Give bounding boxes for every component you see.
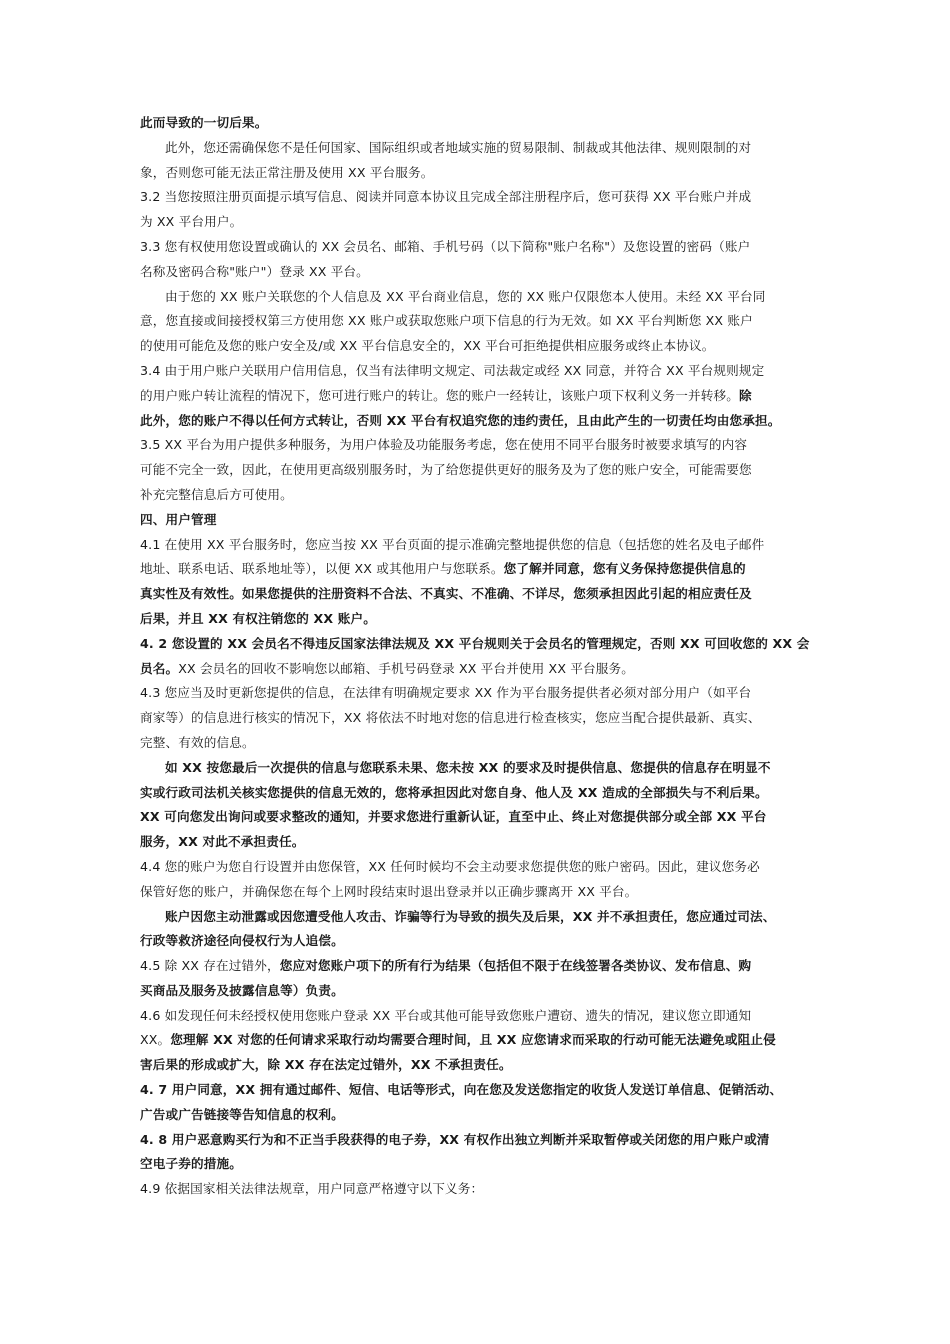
text-segment: XX 会员名的回收不影响您以邮箱、手机号码登录 XX 平台并使用 XX 平台服务。 <box>178 660 634 676</box>
text-segment: 补充完整信息后方可使用。 <box>140 486 293 502</box>
bold-text-segment: 害后果的形成或扩大，除 XX 存在法定过错外，XX 不承担责任。 <box>140 1057 512 1073</box>
text-segment: 的用户账户转让流程的情况下，您可进行账户的转让。您的账户一经转让，该账户项下权利义务一并转移。 <box>140 387 739 403</box>
text-line <box>140 309 818 334</box>
text-line <box>140 458 818 483</box>
text-line <box>140 781 818 806</box>
text-line <box>140 1078 818 1103</box>
text-line <box>140 210 818 235</box>
bold-text-segment: 如 XX 按您最后一次提供的信息与您联系未果、您未按 XX 的要求及时提供信息、您提供的信息存在明显不 <box>165 759 771 775</box>
text-line <box>140 557 818 582</box>
text-line <box>140 433 818 458</box>
text-segment: 商家等）的信息进行核实的情况下，XX 将依法不时地对您的信息进行检查核实，您应当配合提供最新、真实、 <box>140 710 761 726</box>
text-line <box>140 706 818 731</box>
text-segment: 为 XX 平台用户。 <box>140 214 243 230</box>
text-line <box>140 632 818 657</box>
text-line <box>140 136 818 161</box>
bold-text-segment: 广告或广告链接等告知信息的权利。 <box>140 1106 344 1122</box>
bold-text-segment: 您应对您账户项下的所有行为结果（包括但不限于在线签署各类协议、发布信息、购 <box>279 958 752 974</box>
text-line <box>140 657 818 682</box>
text-line <box>140 880 818 905</box>
text-line <box>140 830 818 855</box>
text-line <box>140 1004 818 1029</box>
bold-text-segment: 4. 2 您设置的 XX 会员名不得违反国家法律法规及 XX 平台规则关于会员名的管理规定，否则 XX 可回收您的 XX 会 <box>140 635 810 651</box>
text-line <box>140 508 818 533</box>
text-line <box>140 855 818 880</box>
text-line <box>140 805 818 830</box>
text-line <box>140 111 818 136</box>
text-segment: 4.4 您的账户为您自行设置并由您保管，XX 任何时候均不会主动要求您提供您的账户密码。因此，建议您务必 <box>140 858 760 874</box>
text-segment: 此外，您还需确保您不是任何国家、国际组织或者地域实施的贸易限制、制裁或其他法律、规则限制的对 <box>165 139 752 155</box>
bold-text-segment: 空电子券的措施。 <box>140 1156 242 1172</box>
text-segment: 3.2 当您按照注册页面提示填写信息、阅读并同意本协议且完成全部注册程序后，您可获得 XX 平台账户并成 <box>140 189 752 205</box>
bold-text-segment: 实或行政司法机关核实您提供的信息无效的，您将承担因此对您自身、他人及 XX 造成的全部损失与不利后果。 <box>140 784 768 800</box>
text-segment: 的使用可能危及您的账户安全及/或 XX 平台信息安全的，XX 平台可拒绝提供相应服务或终止本协议。 <box>140 338 715 354</box>
text-segment: XX。 <box>140 1032 171 1048</box>
document-body <box>140 111 818 1202</box>
text-segment: 4.6 如发现任何未经授权使用您账户登录 XX 平台或其他可能导致您账户遭窃、遗失的情况，建议您立即通知 <box>140 1007 752 1023</box>
text-line <box>140 533 818 558</box>
text-line <box>140 161 818 186</box>
text-segment: 意，您直接或间接授权第三方使用您 XX 账户或获取您账户项下信息的行为无效。如 XX 平台判断您 XX 账户 <box>140 313 753 329</box>
bold-text-segment: 服务，XX 对此不承担责任。 <box>140 834 305 850</box>
bold-text-segment: 除 <box>738 387 752 403</box>
bold-text-segment: 此而导致的一切后果。 <box>140 115 268 130</box>
text-line <box>140 1128 818 1153</box>
text-segment: 名称及密码合称"账户"）登录 XX 平台。 <box>140 263 369 279</box>
bold-text-segment: 四、用户管理 <box>140 511 217 527</box>
text-line <box>140 409 818 434</box>
bold-text-segment: 行政等救济途径向侵权行为人追偿。 <box>140 933 344 949</box>
text-line <box>140 905 818 930</box>
text-line <box>140 334 818 359</box>
text-segment: 保管好您的账户，并确保您在每个上网时段结束时退出登录并以正确步骤离开 XX 平台。 <box>140 883 638 899</box>
text-line <box>140 1152 818 1177</box>
bold-text-segment: XX 可向您发出询问或要求整改的通知，并要求您进行重新认证，直至中止、终止对您提供部分或全部 XX 平台 <box>140 809 767 825</box>
text-line <box>140 384 818 409</box>
bold-text-segment: 后果，并且 XX 有权注销您的 XX 账户。 <box>140 610 376 626</box>
bold-text-segment: 账户因您主动泄露或因您遭受他人攻击、诈骗等行为导致的损失及后果，XX 并不承担责任，您应通过司法、 <box>165 908 776 924</box>
text-line <box>140 1103 818 1128</box>
text-segment: 4.9 依据国家相关法律法规章，用户同意严格遵守以下义务： <box>140 1181 484 1197</box>
text-line <box>140 185 818 210</box>
text-line <box>140 1177 818 1202</box>
text-line <box>140 681 818 706</box>
text-line <box>140 1028 818 1053</box>
text-line <box>140 929 818 954</box>
text-segment: 4.1 在使用 XX 平台服务时，您应当按 XX 平台页面的提示准确完整地提供您的信息（包括您的姓名及电子邮件 <box>140 536 765 552</box>
bold-text-segment: 您理解 XX 对您的任何请求采取行动均需要合理时间，且 XX 应您请求而采取的行动可能无法避免或阻止侵 <box>170 1032 776 1048</box>
text-segment: 3.5 XX 平台为用户提供多种服务，为用户体验及功能服务考虑，您在使用不同平台服务时被要求填写的内容 <box>140 437 748 453</box>
bold-text-segment: 真实性及有效性。如果您提供的注册资料不合法、不真实、不准确、不详尽，您须承担因此引起的相应责任及 <box>140 586 752 602</box>
text-line <box>140 285 818 310</box>
text-line <box>140 260 818 285</box>
text-line <box>140 483 818 508</box>
bold-text-segment: 员名。 <box>140 660 179 676</box>
bold-text-segment: 4. 8 用户恶意购买行为和不正当手段获得的电子券，XX 有权作出独立判断并采取暂停或关闭您的用户账户或清 <box>140 1131 770 1147</box>
text-segment: 地址、联系电话、联系地址等），以便 XX 或其他用户与您联系。 <box>140 561 504 577</box>
text-line <box>140 235 818 260</box>
text-segment: 4.5 除 XX 存在过错外， <box>140 958 280 974</box>
text-segment: 完整、有效的信息。 <box>140 734 255 750</box>
bold-text-segment: 您了解并同意，您有义务保持您提供信息的 <box>503 561 746 577</box>
text-segment: 4.3 您应当及时更新您提供的信息，在法律有明确规定要求 XX 作为平台服务提供者必须对部分用户（如平台 <box>140 685 752 701</box>
text-segment: 由于您的 XX 账户关联您的个人信息及 XX 平台商业信息，您的 XX 账户仅限您本人使用。未经 XX 平台同 <box>165 288 766 304</box>
text-line <box>140 582 818 607</box>
text-line <box>140 359 818 384</box>
text-line <box>140 979 818 1004</box>
bold-text-segment: 4. 7 用户同意，XX 拥有通过邮件、短信、电话等形式，向在您及发送您指定的收货人发送订单信息、促销活动、 <box>140 1082 783 1098</box>
text-line <box>140 954 818 979</box>
text-line <box>140 607 818 632</box>
text-segment: 3.3 您有权使用您设置或确认的 XX 会员名、邮箱、手机号码（以下简称"账户名称"）及您设置的密码（账户 <box>140 238 751 254</box>
text-segment: 3.4 由于用户账户关联用户信用信息，仅当有法律明文规定、司法裁定或经 XX 同意，并符合 XX 平台规则规定 <box>140 362 765 378</box>
text-line <box>140 756 818 781</box>
text-segment: 可能不完全一致，因此，在使用更高级别服务时，为了给您提供更好的服务及为了您的账户安全，可能需要您 <box>140 462 752 478</box>
text-line <box>140 731 818 756</box>
text-line <box>140 1053 818 1078</box>
bold-text-segment: 此外，您的账户不得以任何方式转让，否则 XX 平台有权追究您的违约责任，且由此产生的一切责任均由您承担。 <box>140 412 781 428</box>
bold-text-segment: 买商品及服务及披露信息等）负责。 <box>140 982 344 998</box>
text-segment: 象，否则您可能无法正常注册及使用 XX 平台服务。 <box>140 164 434 180</box>
